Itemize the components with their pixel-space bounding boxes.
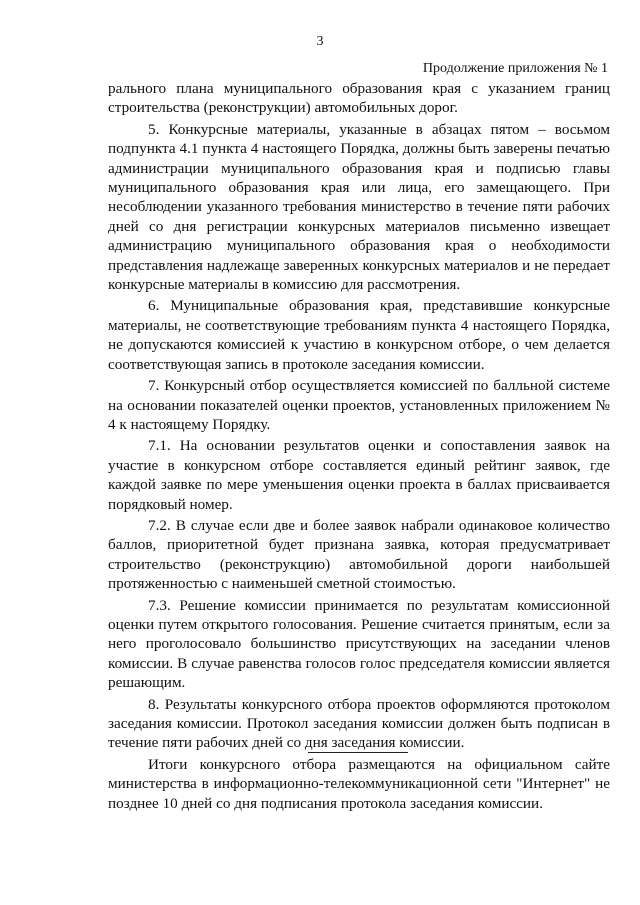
paragraph-6: 6. Муниципальные образования края, представившие конкурсные материалы, не соответствующие требованиям пункта 4 настоящего Порядка, не допускаются комиссией к участию в конкурсном отборе, о чем делается соответствующая запись в протоколе заседания комиссии. bbox=[108, 297, 610, 373]
paragraph-7-2: 7.2. В случае если две и более заявок набрали одинаковое количество баллов, приоритетной будет признана заявка, которая предусматривает строительство (реконструкцию) автомобильной дороги наибольшей протяженностью с наименьшей сметной стоимостью. bbox=[108, 516, 610, 593]
paragraph-7: 7. Конкурсный отбор осуществляется комиссией по балльной системе на основании показателей оценки проектов, установленных приложением № 4 к настоящему Порядку. bbox=[108, 377, 610, 433]
paragraph-7-1: 7.1. На основании результатов оценки и сопоставления заявок на участие в конкурсном отборе составляется единый рейтинг заявок, где каждой заявке по мере уменьшения оценки проекта в баллах присваивается порядковый номер. bbox=[108, 437, 610, 513]
paragraph-7-3: 7.3. Решение комиссии принимается по результатам комиссионной оценки путем открытого голосования. Решение считается принятым, если за него проголосовало большинство присутствующих на заседании членов комиссии. В случае равенства голосов голос председателя комиссии является решающим. bbox=[108, 596, 610, 692]
paragraph-results-publication: Итоги конкурсного отбора размещаются на официальном сайте министерства в информационно-телекоммуникационной сети "Интернет" не позднее 10 дней со дня подписания протокола заседания комиссии. bbox=[108, 755, 610, 812]
end-of-text-rule bbox=[308, 752, 408, 753]
paragraph-5: 5. Конкурсные материалы, указанные в абзацах пятом – восьмом подпункта 4.1 пункта 4 настоящего Порядка, должны быть заверены печатью администрации муниципального образования края и подписью главы муниципального образования края или лица, его замещающего. При несоблюдении указанного требования министерство в течение пяти рабочих дней со дня регистрации конкурсных материалов письменно извещает администрацию муниципального образования края о необходимости представления надлежаще заверенных конкурсных материалов и не передает конкурсные материалы в комиссию для рассмотрения. bbox=[108, 120, 610, 294]
appendix-continuation-note: Продолжение приложения № 1 bbox=[422, 61, 608, 76]
page-number: 3 bbox=[316, 34, 324, 49]
document-body bbox=[108, 79, 610, 815]
paragraph-8: 8. Результаты конкурсного отбора проектов оформляются протоколом заседания комиссии. Протокол заседания комиссии должен быть подписан в течение пяти рабочих дней со дня заседания комиссии. bbox=[108, 695, 610, 752]
paragraph-continuation: рального плана муниципального образования края с указанием границ строительства (реконструкции) автомобильных дорог. bbox=[108, 80, 610, 117]
